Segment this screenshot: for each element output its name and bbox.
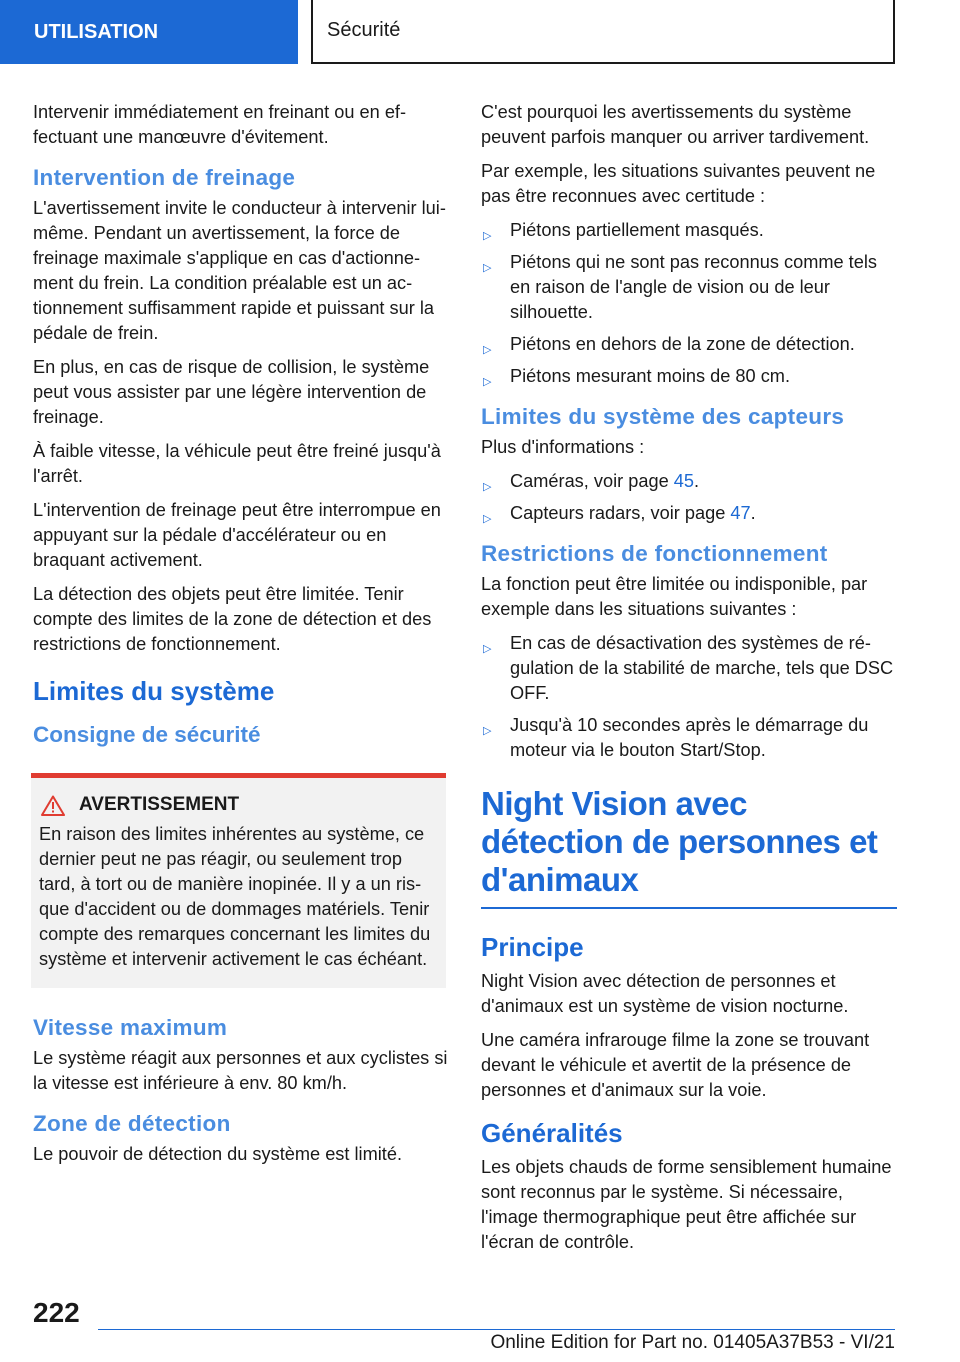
heading-vitesse-maximum: Vitesse maximum — [33, 1015, 228, 1040]
paragraph: C'est pourquoi les avertissements du système peuvent parfois manquer ou arriver tardivement. — [481, 102, 870, 147]
paragraph: En plus, en cas de risque de collision, le système peut vous assister par une légère intervention de freinage. — [33, 357, 430, 427]
heading-limites-capteurs: Limites du système des capteurs — [481, 404, 845, 429]
heading-limites-systeme: Limites du système — [33, 676, 275, 706]
intro-paragraph: Intervenir immédiatement en freinant ou en effectuant une manœuvre d'évitement. — [33, 102, 407, 147]
paragraph: À faible vitesse, la véhicule peut être freiné jusqu'à l'arrêt. — [33, 441, 441, 486]
list-item: ▷ Jusqu'à 10 secondes après le démarrage du moteur via le bouton Start/Stop. — [483, 715, 869, 760]
paragraph: L'avertissement invite le conducteur à intervenir lui-même. Pendant un avertissement, la force de freinage maximale s'applique en cas d'actionnement du frein. La condition préalable est un actionnement suffisamment rapide et puissant sur la pédale de frein. — [33, 198, 446, 343]
page-number: 222 — [33, 1297, 80, 1328]
footer-edition: Online Edition for Part no. 01405A37B53 - VI/21 — [490, 1332, 895, 1353]
heading-zone-detection: Zone de détection — [33, 1111, 231, 1136]
triangle-bullet-icon: ▷ — [483, 481, 492, 493]
paragraph: Le pouvoir de détection du système est limité. — [33, 1144, 402, 1164]
warning-label: AVERTISSEMENT — [79, 794, 240, 815]
paragraph: Plus d'informations : — [481, 437, 645, 457]
list-item: ▷ Piétons qui ne sont pas reconnus comme tels en raison de l'angle de vision ou de leur silhouette. — [483, 252, 877, 322]
left-column — [33, 100, 449, 1176]
warning-text: En raison des limites inhérentes au système, ce dernier peut ne pas réagir, ou seulement trop tard, à tort ou de manière inopinée. Il y a un risque d'accident ou de dommages matériels. Tenir compte des remarques concernant les limites du système et intervenir activement le cas échéant. — [39, 824, 431, 969]
right-column — [481, 100, 897, 1264]
chapter-rule — [481, 907, 897, 909]
paragraph: Les objets chauds de forme sensiblement humaine sont reconnus par le système. Si nécessaire, l'image thermographique peut être affichée sur l'écran de contrôle. — [481, 1157, 892, 1252]
triangle-bullet-icon: ▷ — [483, 344, 492, 356]
references-list — [481, 469, 897, 526]
paragraph: Night Vision avec détection de personnes et d'animaux est un système de vision nocturne. — [481, 971, 849, 1016]
chapter-title: Night Vision avec détection de personnes et d'animaux — [481, 785, 878, 898]
situations-list — [481, 218, 897, 389]
triangle-bullet-icon: ▷ — [483, 230, 492, 242]
warning-box — [31, 773, 446, 988]
heading-generalites: Généralités — [481, 1118, 623, 1148]
triangle-bullet-icon: ▷ — [483, 262, 492, 274]
list-item: ▷ En cas de désactivation des systèmes de régulation de la stabilité de marche, tels que DSC OFF. — [483, 633, 894, 703]
heading-intervention-freinage: Intervention de freinage — [33, 165, 296, 190]
page-link-radars[interactable]: 47 — [730, 503, 751, 523]
list-item: ▷ Piétons partiellement masqués. — [481, 218, 897, 243]
page-title: Sécurité — [311, 0, 895, 64]
list-item: ▷ Piétons en dehors de la zone de détection. — [481, 332, 897, 357]
list-item: ▷ Capteurs radars, voir page 47. — [481, 501, 897, 526]
warning-title — [39, 792, 438, 818]
triangle-bullet-icon: ▷ — [483, 513, 492, 525]
restrictions-list — [481, 631, 897, 763]
page-link-cameras[interactable]: 45 — [673, 471, 694, 491]
list-item: ▷ Caméras, voir page 45. — [481, 469, 897, 494]
paragraph: Par exemple, les situations suivantes peuvent ne pas être reconnues avec certitude : — [481, 161, 876, 206]
paragraph: L'intervention de freinage peut être interrompue en appuyant sur la pédale d'accélérateur ou en braquant activement. — [33, 500, 441, 570]
triangle-bullet-icon: ▷ — [483, 376, 492, 388]
list-item: ▷ Piétons mesurant moins de 80 cm. — [481, 364, 897, 389]
paragraph: Le système réagit aux personnes et aux cyclistes si la vitesse est inférieure à env. 80 km/h. — [33, 1048, 448, 1093]
triangle-bullet-icon: ▷ — [483, 725, 492, 737]
heading-consigne-securite: Consigne de sécurité — [33, 722, 261, 747]
footer-rule — [98, 1329, 895, 1330]
warning-triangle-icon — [41, 795, 65, 816]
paragraph: La fonction peut être limitée ou indisponible, par exemple dans les situations suivantes : — [481, 574, 868, 619]
triangle-bullet-icon: ▷ — [483, 643, 492, 655]
heading-principe: Principe — [481, 932, 584, 962]
paragraph: La détection des objets peut être limitée. Tenir compte des limites de la zone de détection et des restrictions de fonctionnement. — [33, 584, 432, 654]
paragraph: Une caméra infrarouge filme la zone se trouvant devant le véhicule et avertit de la présence de personnes et d'animaux sur la voie. — [481, 1030, 870, 1100]
heading-restrictions: Restrictions de fonctionnement — [481, 541, 828, 566]
section-tab: UTILISATION — [0, 0, 298, 64]
